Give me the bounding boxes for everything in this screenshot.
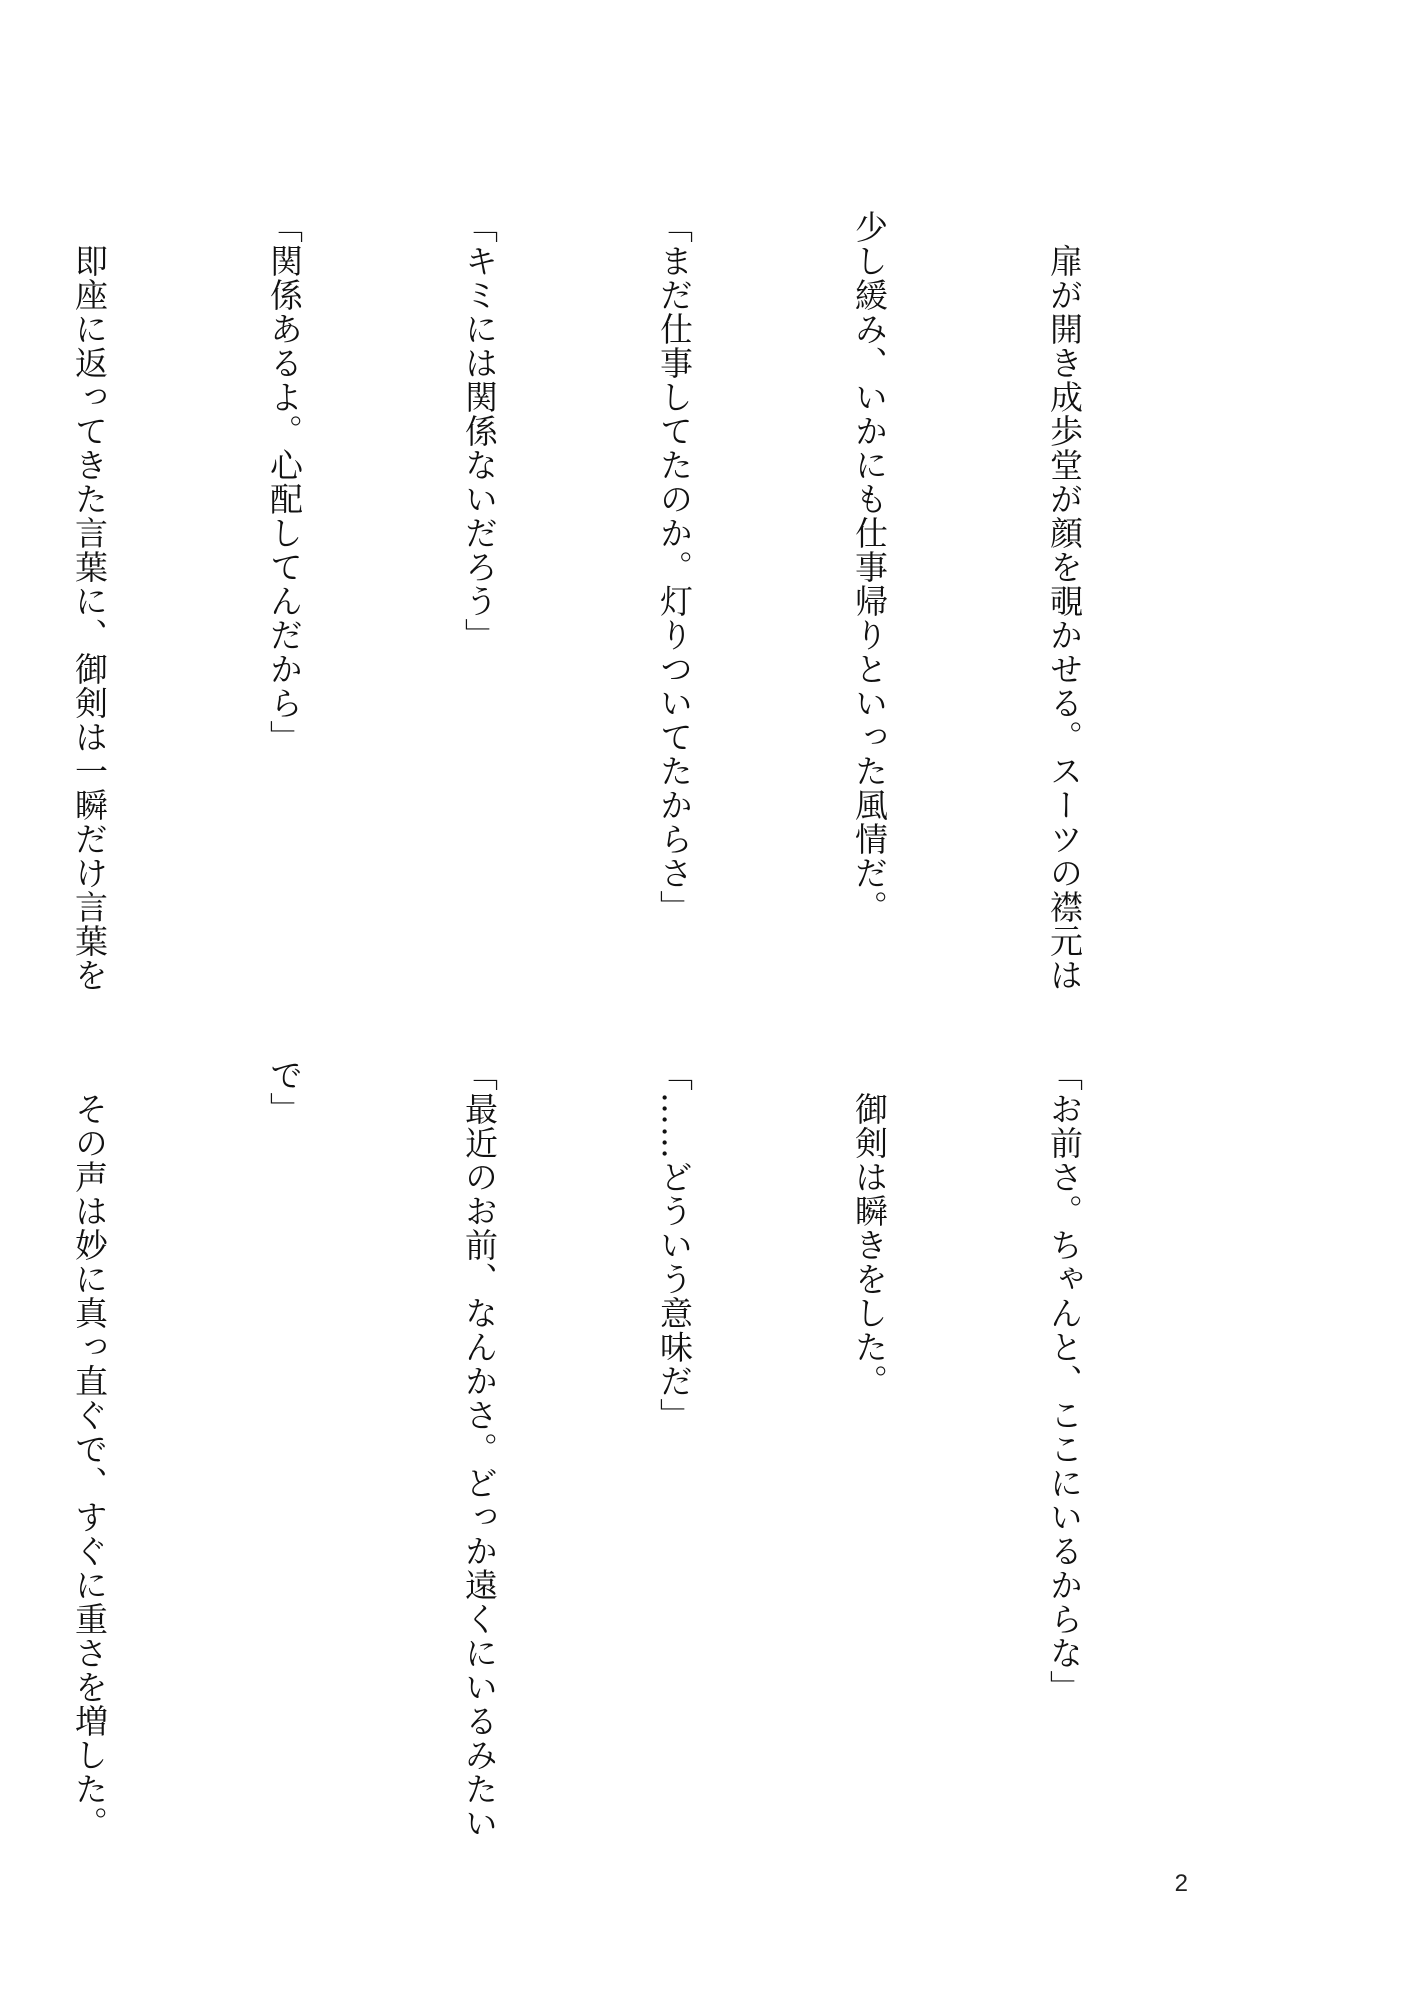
text-line: 「……どういう意味だ」 — [655, 1058, 694, 1432]
text-line: 少し緩み、いかにも仕事帰りといった風情だ。 — [850, 210, 889, 924]
text-line: 御剣は瞬きをした。 — [850, 1058, 889, 1398]
text-line: 「最近のお前、なんかさ。どっか遠くにいるみたい — [460, 1058, 499, 1840]
text-line: 「キミには関係ないだろう」 — [460, 210, 499, 652]
text-line: 即座に返ってきた言葉に、御剣は一瞬だけ言葉を — [70, 210, 109, 992]
text-line: 「お前さ。ちゃんと、ここにいるからな」 — [1045, 1058, 1084, 1704]
text-line: 「関係あるよ。心配してんだから」 — [265, 210, 304, 754]
page-number: 2 — [1174, 1870, 1188, 1897]
text-line: その声は妙に真っ直ぐで、すぐに重さを増した。 — [70, 1058, 109, 1840]
text-line: で」 — [265, 1058, 304, 1126]
text-line: 扉が開き成歩堂が顔を覗かせる。スーツの襟元は — [1045, 210, 1084, 992]
text-line: 「まだ仕事してたのか。灯りついてたからさ」 — [655, 210, 694, 924]
top-text-block — [0, 210, 1227, 990]
bottom-text-block — [0, 1058, 1227, 1838]
